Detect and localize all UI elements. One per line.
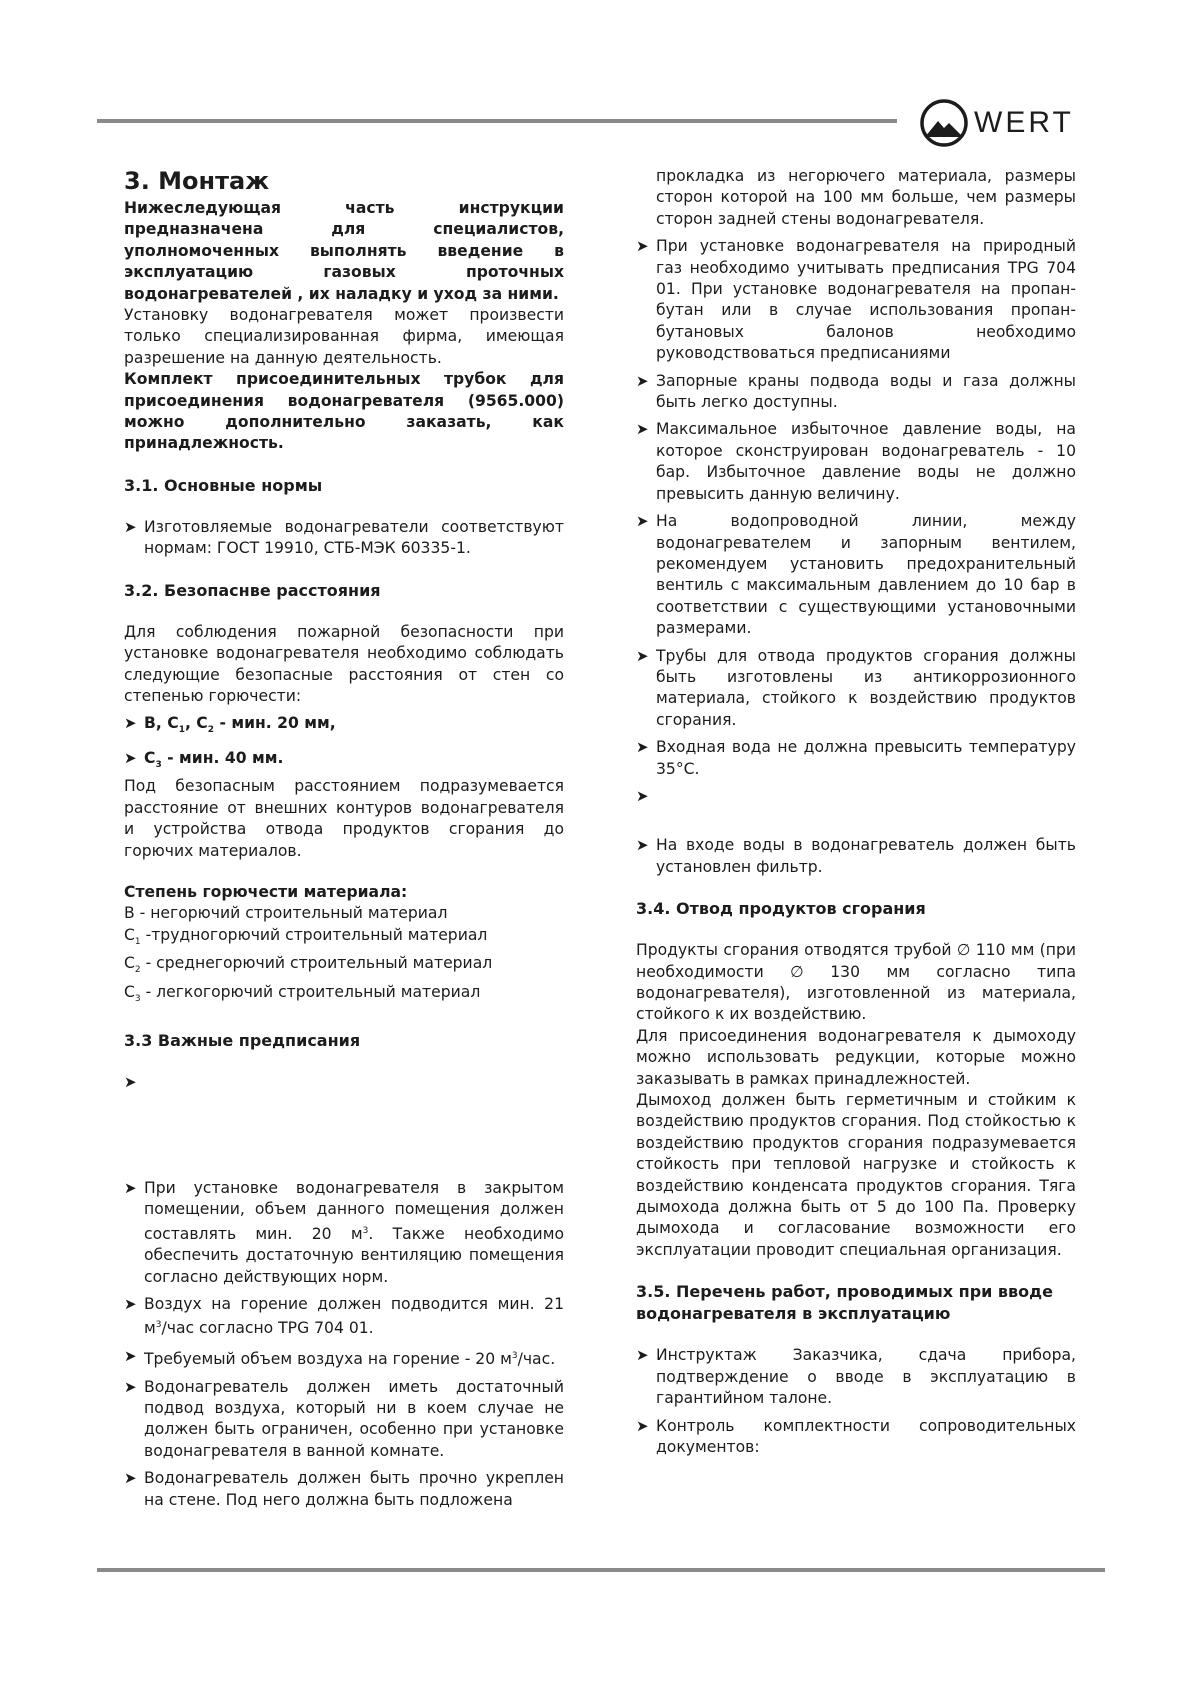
s33-bullet-3: ➤ Воздух на горение должен подводится мин. 21 $м^3$/час согласно TPG 704 01. [124, 1294, 564, 1338]
continuation: прокладка из негорючего материала, размеры сторон которой на 100 мм больше, чем размеры сторон задней стены водонагревателя. [656, 167, 1076, 228]
intro-bold: Нижеследующая часть инструкции предназначена для специалистов, уполномоченных выполнять введение в эксплуатацию газовых проточных водонагревателей , их наладку и уход за ними. [124, 199, 564, 303]
r-bullet-4: ➤ На водопроводной линии, между водонагревателем и запорным вентилем, рекомендуем установить предохранительный вентиль с максимальным давлением до 10 бар в соответствии с существующими установочными размерами. [636, 512, 1076, 638]
kit-note: Комплект присоединительных трубок для присоединения водонагревателя (9565.000) можно дополнительно заказать, как принадлежность. [124, 370, 564, 453]
arrow-icon: ➤ [636, 738, 649, 757]
arrow-icon: ➤ [124, 517, 137, 536]
r-bullet-5: ➤ Трубы для отвода продуктов сгорания должны быть изготовлены из антикоррозионного материала, стойкого к воздействию продуктов сгорания. [636, 646, 1076, 729]
intro-plain: Установку водонагревателя может произвести только специализированная фирма, имеющая разрешение на данную деятельность. [124, 306, 564, 367]
flam-title: Степень горючести материала: [124, 882, 408, 901]
wert-logo [918, 97, 1108, 149]
s32-bullet-1: ➤ В, $С_1$, $С_2$ - мин. 20 мм, [124, 714, 336, 736]
s33-bullet-empty [124, 1072, 564, 1093]
brand-text: WERT [974, 106, 1074, 139]
arrow-icon: ➤ [124, 1469, 137, 1488]
flam-item: $С_1$ -трудногорючий строительный материал [124, 925, 488, 947]
r-bullet-empty [636, 786, 1076, 807]
right-column [636, 166, 1076, 1458]
r-bullet-3: ➤ Максимальное избыточное давление воды, на которое сконструирован водонагреватель - 10 бар. Избыточное давление воды не должно превысить данную величину. [636, 420, 1076, 503]
s35-bullet-1: ➤ Инструктаж Заказчика, сдача прибора, подтверждение о вводе в эксплуатацию в гарантийном талоне. [636, 1346, 1076, 1408]
s34-para-2: Для присоединения водонагревателя к дымоходу можно использовать редукции, которые можно заказывать в рамках принадлежностей. [636, 1026, 1076, 1088]
left-column [124, 166, 564, 1511]
flam-item: $С_3$ - легкогорючий строительный материал [124, 982, 481, 1004]
s32-title: 3.2. Безопаснве расстояния [124, 580, 381, 600]
arrow-icon: ➤ [636, 646, 649, 665]
s34-title: 3.4. Отвод продуктов сгорания [636, 899, 926, 919]
arrow-icon: ➤ [124, 1073, 137, 1092]
s32-para-1: Для соблюдения пожарной безопасности при установке водонагревателя необходимо соблюдать следующие безопасные расстояния от стен со степенью горючести: [124, 622, 564, 705]
section-title: 3. Монтаж [124, 167, 270, 195]
s31-title: 3.1. Основные нормы [124, 475, 323, 495]
arrow-icon: ➤ [124, 1377, 137, 1396]
arrow-icon: ➤ [636, 420, 649, 439]
s33-bullet-4: ➤ Требуемый объем воздуха на горение - 20 $м^3$/час. [124, 1346, 556, 1369]
arrow-icon: ➤ [636, 512, 649, 531]
footer-rule [97, 1568, 1105, 1572]
s33-bullet-2: ➤ При установке водонагревателя в закрытом помещении, объем данного помещения должен составлять мин. 20 $м^3$. Также необходимо обеспечить достаточную вентиляцию помещения согласно действующих норм. [124, 1178, 564, 1286]
s32-para-2: Под безопасным расстоянием подразумевается расстояние от внешних контуров водонагревателя и устройства отвода продуктов сгорания до горючих материалов. [124, 777, 564, 860]
header-rule [97, 119, 897, 123]
s34-para-1: Продукты сгорания отводятся трубой ∅ 110 мм (при необходимости ∅ 130 мм согласно типа водонагревателя), изготовленной из материала, стойкого к их воздействию. [636, 941, 1076, 1024]
s33-bullet-6: ➤ Водонагреватель должен быть прочно укреплен на стене. Под него должна быть подложена [124, 1469, 564, 1509]
s33-bullet-5: ➤ Водонагреватель должен иметь достаточный подвод воздуха, который ни в коем случае не должен быть ограничен, особенно при установке водонагревателя в ванной комнате. [124, 1377, 564, 1460]
r-bullet-8: ➤ На входе воды в водонагреватель должен быть установлен фильтр. [636, 836, 1076, 876]
arrow-icon: ➤ [636, 371, 649, 390]
arrow-icon: ➤ [636, 786, 649, 805]
s35-bullet-2: ➤ Контроль комплектности сопроводительных документов: [636, 1416, 1076, 1456]
s35-title: 3.5. Перечень работ, проводимых при вводе водонагревателя в эксплуатацию [636, 1282, 1053, 1324]
arrow-icon: ➤ [124, 1178, 137, 1197]
arrow-icon: ➤ [124, 714, 137, 733]
arrow-icon: ➤ [636, 237, 649, 256]
arrow-icon: ➤ [636, 1346, 649, 1365]
flam-item: $С_2$ - среднегорючий строительный материал [124, 954, 493, 976]
r-bullet-1: ➤ При установке водонагревателя на природный газ необходимо учитывать предписания TPG 704 01. При установке водонагревателя на пропан-бутан или в случае использования пропан-бутановых балонов необходимо руководствоваться предписаниями [636, 237, 1076, 363]
s33-title: 3.3 Важные предписания [124, 1031, 361, 1051]
s34-para-3: Дымоход должен быть герметичным и стойким к воздействию продуктов сгорания. Под стойкостью к воздействию продуктов сгорания подразумевается стойкость при тепловой нагрузке и стойкость к воздействию конденсата продуктов сгорания. Тяга дымохода должна быть от 5 до 100 Па. Проверку дымохода и согласование возможности его эксплуатации проводит специальная организация. [636, 1091, 1076, 1259]
flam-item: В - негорючий строительный материал [124, 904, 448, 923]
r-bullet-2: ➤ Запорные краны подвода воды и газа должны быть легко доступны. [636, 371, 1076, 412]
s31-bullet: ➤ Изготовляемые водонагреватели соответствуют нормам: ГОСТ 19910, СТБ-МЭК 60335-1. [124, 517, 564, 558]
arrow-icon: ➤ [124, 1294, 137, 1313]
arrow-icon: ➤ [124, 748, 137, 767]
s32-bullet-2: ➤ $С_3$ - мин. 40 мм. [124, 748, 284, 770]
arrow-icon: ➤ [124, 1346, 137, 1365]
r-bullet-6: ➤ Входная вода не должна превысить температуру 35°С. [636, 738, 1076, 778]
arrow-icon: ➤ [636, 836, 649, 855]
arrow-icon: ➤ [636, 1416, 649, 1435]
